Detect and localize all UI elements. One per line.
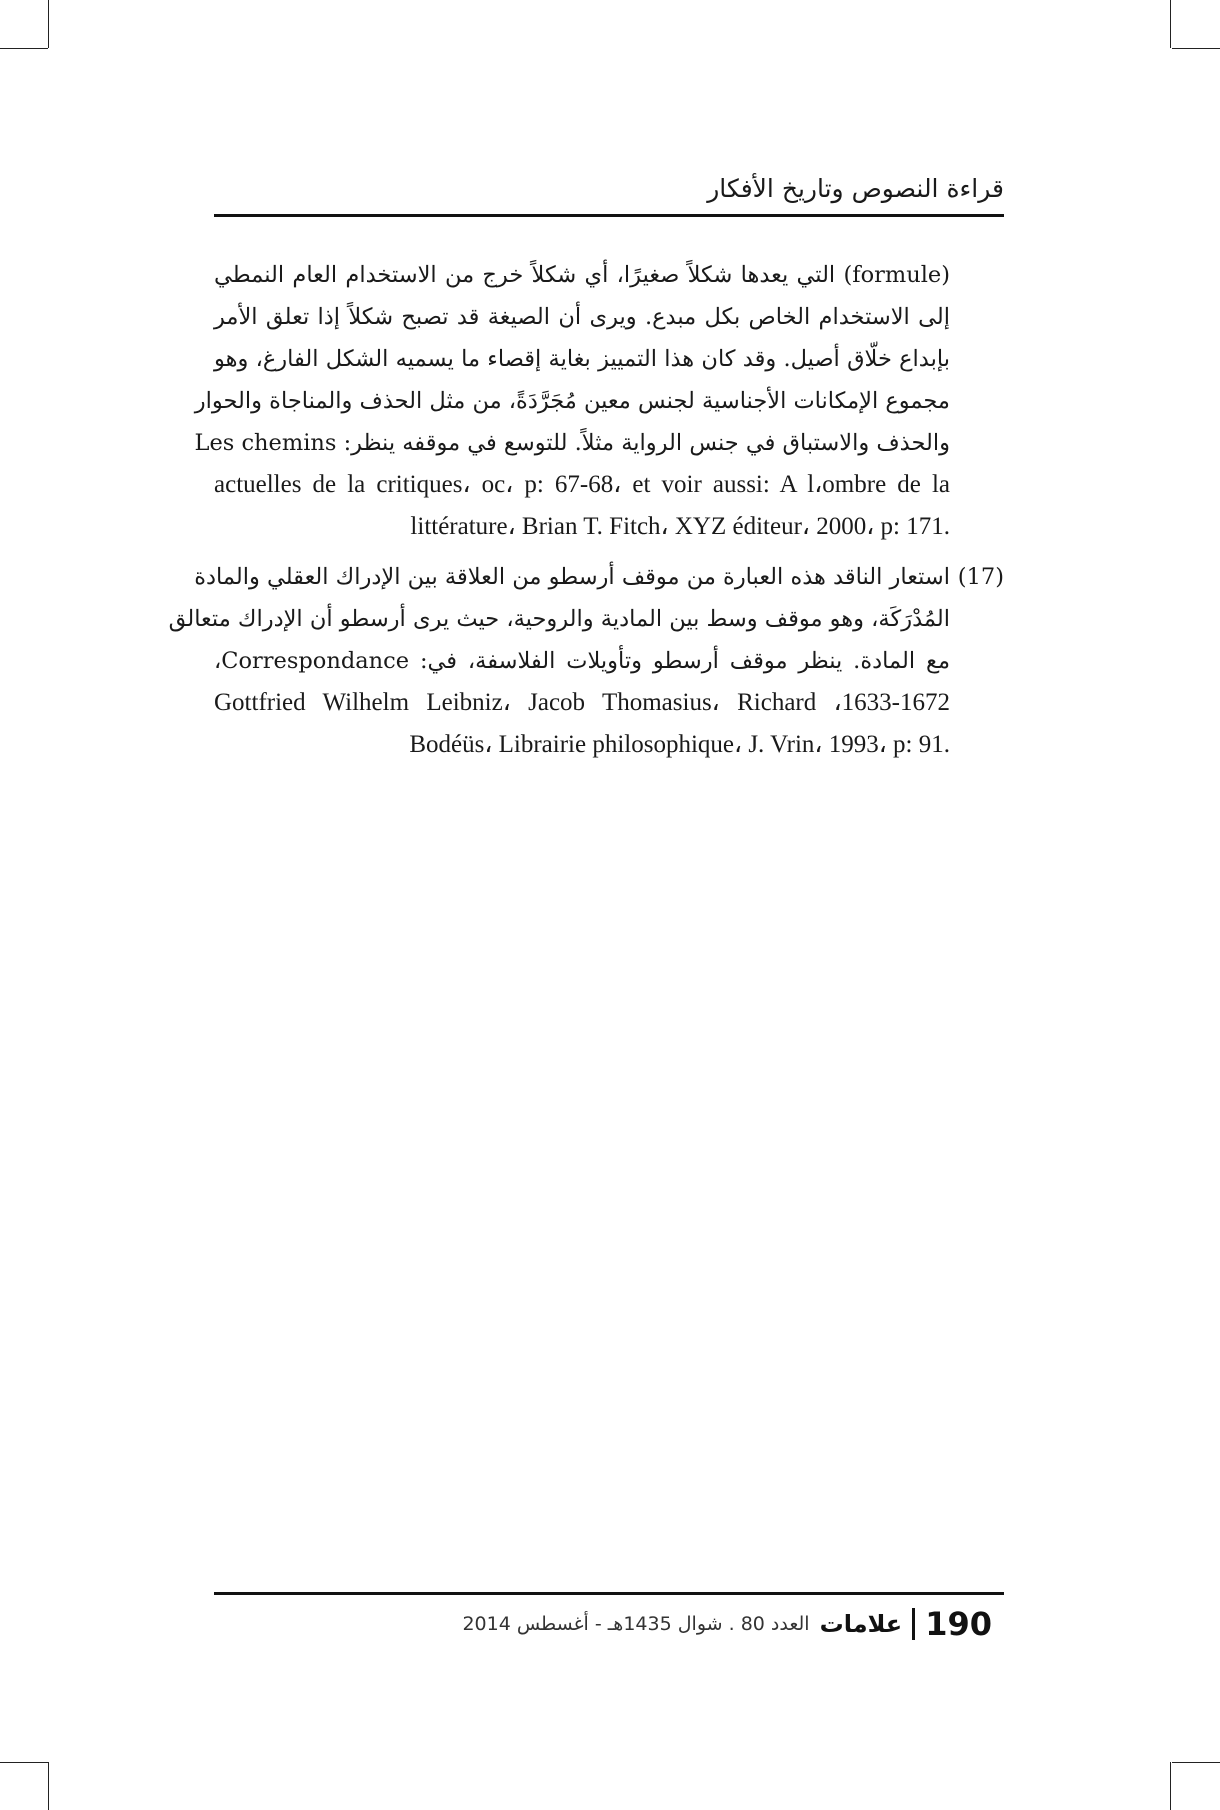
footnote-line: بإبداع خلّاق أصيل. وقد كان هذا التمييز بغاية إقصاء ما يسميه الشكل الفارغ، وهو <box>214 346 950 372</box>
footnote-line: المُدْرَكَة، وهو موقف وسط بين المادية والروحية، حيث يرى أرسطو أن الإدراك متعالق <box>168 606 950 632</box>
footnote-line: استعار الناقد هذه العبارة من موقف أرسطو من العلاقة بين الإدراك العقلي والمادة <box>194 564 950 590</box>
footnote-line: 1633-1672، Gottfried Wilhelm Leibniz، Jacob Thomasius، Richard <box>214 689 950 716</box>
crop-mark <box>0 1762 48 1763</box>
crop-mark <box>1170 1762 1171 1810</box>
footnotes <box>168 254 1004 774</box>
crop-mark <box>48 0 49 48</box>
issue-info: العدد 80 . شوال 1435هـ - أغسطس 2014 <box>462 1613 810 1635</box>
footnote-line: (formule) التي يعدها شكلاً صغيرًا، أي شكلاً خرج من الاستخدام العام النمطي <box>214 262 950 288</box>
footnote-number: (17) <box>957 564 1004 590</box>
footnote-line: إلى الاستخدام الخاص بكل مبدع. ويرى أن الصيغة قد تصبح شكلاً إذا تعلق الأمر <box>214 304 950 330</box>
crop-mark <box>1170 0 1171 48</box>
footnote-line: مجموع الإمكانات الأجناسية لجنس معين مُجَرَّدَةً، من مثل الحذف والمناجاة والحوار <box>194 388 950 414</box>
running-header-title: قراءة النصوص وتاريخ الأفكار <box>707 174 1004 203</box>
footnote-line: والحذف والاستباق في جنس الرواية مثلاً. للتوسع في موقفه ينظر: Les chemins <box>194 430 950 456</box>
crop-mark <box>48 1762 49 1810</box>
crop-mark <box>1172 48 1220 49</box>
footnote-line: مع المادة. ينظر موقف أرسطو وتأويلات الفلاسفة، في: Correspondance، <box>214 648 950 674</box>
footer-content <box>462 1605 992 1643</box>
journal-logo: علامات <box>819 1610 903 1638</box>
footnote-17 <box>168 556 1004 766</box>
footnote-line: actuelles de la critiques، oc، p: 67-68، et voir aussi: A l،ombre de la <box>214 471 950 498</box>
running-header <box>214 170 1004 217</box>
crop-mark <box>0 48 48 49</box>
footnote-line: .littérature، Brian T. Fitch، XYZ éditeur، 2000، p: 171 <box>410 513 950 540</box>
crop-mark <box>1172 1762 1220 1763</box>
footer-divider <box>912 1608 915 1640</box>
page-number: 190 <box>925 1605 992 1643</box>
footnote-line: .Bodéüs، Librairie philosophique، J. Vrin، 1993، p: 91 <box>409 731 950 758</box>
footnote-16-continued <box>194 254 1004 548</box>
page-footer <box>214 1592 1004 1655</box>
